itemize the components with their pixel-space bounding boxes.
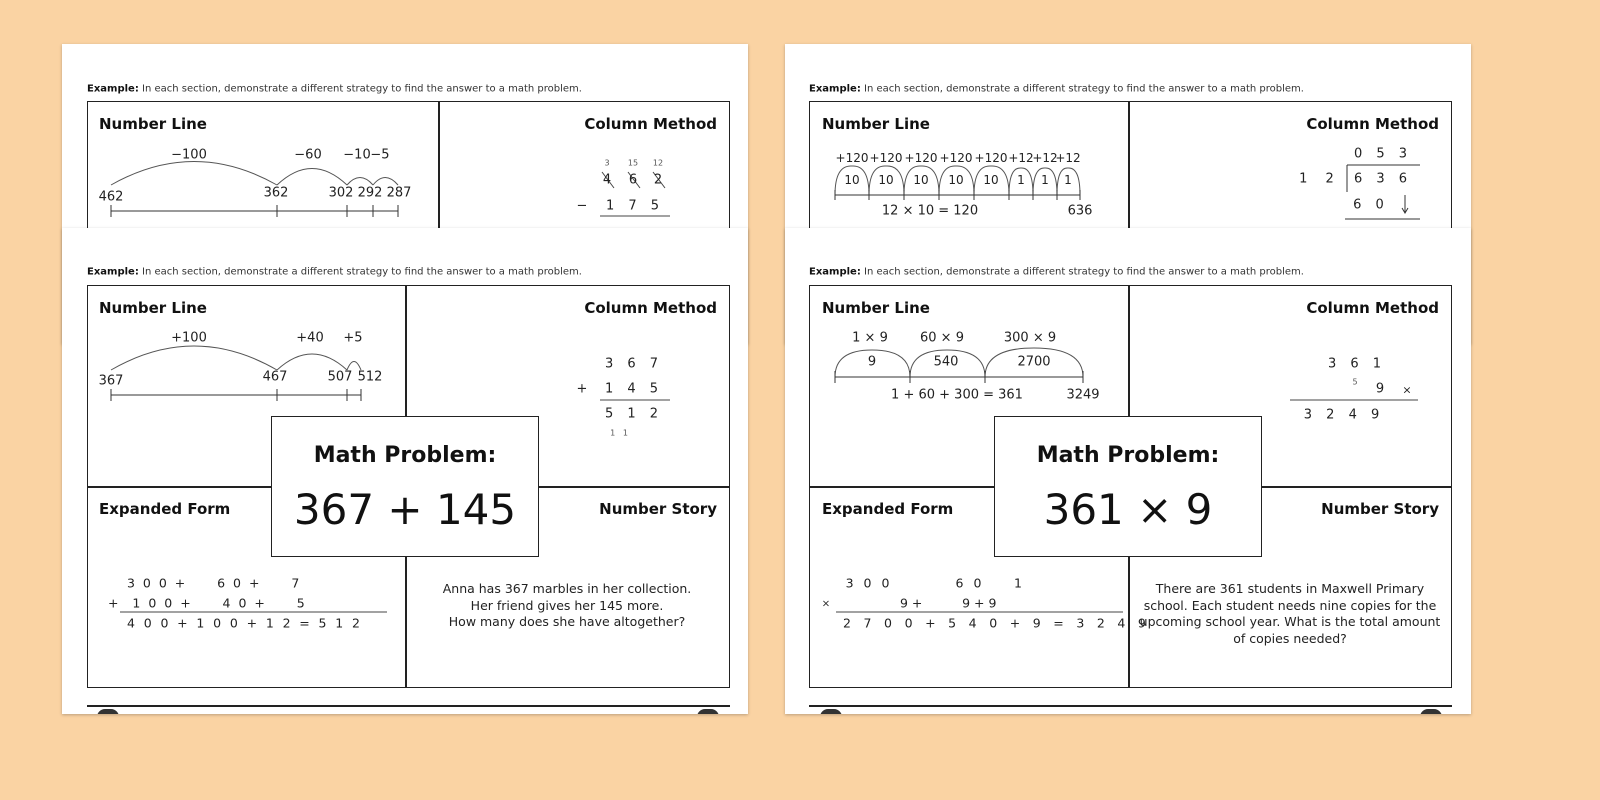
diagram-stroke: [111, 346, 361, 370]
worksheet-text: +12: [1008, 151, 1034, 165]
expanded-form-heading: Expanded Form: [822, 500, 954, 518]
worksheet-text: 302: [328, 185, 354, 201]
worksheet-text: 4 0 0 + 1 0 0 + 1 2 = 5 1 2: [127, 615, 363, 631]
worksheet-text: 292: [357, 185, 383, 201]
worksheet-text: 1 4 5: [604, 381, 660, 397]
worksheet-text: +12: [1055, 151, 1081, 165]
worksheet-text: 5: [1352, 377, 1358, 387]
worksheet-text: upcoming school year. What is the total amount: [1139, 614, 1441, 629]
worksheet-text: 9 + 9 + 9: [900, 595, 997, 611]
number-story-heading: Number Story: [1321, 500, 1439, 518]
worksheet-text: In each section, demonstrate a different strategy to find the answer to a math problem.: [138, 83, 582, 95]
worksheet-text: 2 7 0 0 + 5 4 0 + 9 = 3 2 4 9: [843, 615, 1151, 631]
worksheet-text: In each section, demonstrate a different strategy to find the answer to a math problem.: [860, 83, 1304, 95]
worksheet-text: 3249: [1066, 387, 1100, 403]
worksheet-text: 6 3 6: [1353, 171, 1409, 187]
column-method-heading: Column Method: [584, 115, 717, 133]
worksheet-text: 1: [1041, 173, 1049, 187]
worksheet-text: 1: [1014, 575, 1022, 591]
math-problem-card: [994, 416, 1262, 557]
worksheet-text: 12 × 10 = 120: [881, 203, 979, 219]
worksheet-text: 1 1: [610, 428, 628, 438]
worksheet-text: 4: [602, 172, 612, 188]
worksheet-text: 10: [948, 173, 964, 187]
worksheet-text: −60: [294, 147, 322, 163]
worksheet-text: Example:: [809, 266, 861, 278]
worksheet-text: 1: [1017, 173, 1025, 187]
worksheet-text: +120: [974, 151, 1008, 165]
worksheet-text: 6 0: [955, 575, 985, 591]
diagram-stroke: [111, 389, 361, 401]
worksheet-text: Math Problem:: [1036, 443, 1220, 468]
number-line-heading: Number Line: [822, 299, 930, 317]
worksheet-text: 512: [357, 369, 383, 385]
number-line-heading: Number Line: [99, 115, 207, 133]
column-method-heading: Column Method: [1306, 115, 1439, 133]
worksheet-addition: [62, 228, 748, 714]
worksheet-text: Example:: [809, 83, 861, 95]
worksheet-text: 300 × 9: [1003, 330, 1057, 346]
number-story-text: [443, 581, 692, 631]
worksheet-text: Anna has 367 marbles in her collection.: [442, 581, 692, 596]
worksheet-text: Example:: [87, 83, 139, 95]
number-story-heading: Number Story: [599, 500, 717, 518]
layout-element: [785, 228, 1471, 714]
worksheet-text: 6: [628, 172, 638, 188]
worksheet-text: 2: [653, 172, 663, 188]
worksheet-text: Math Problem:: [313, 443, 497, 468]
worksheet-text: 10: [878, 173, 894, 187]
worksheet-text: 1 × 9: [852, 330, 888, 346]
worksheet-text: 287: [386, 185, 412, 201]
worksheet-text: of copies needed?: [1233, 630, 1347, 646]
worksheet-text: 636: [1067, 203, 1093, 219]
worksheet-text: 3: [604, 158, 610, 168]
layout-element: [62, 228, 748, 714]
worksheet-text: 3 6 1: [1327, 356, 1383, 372]
worksheet-text: +120: [835, 151, 869, 165]
worksheet-text: 12: [652, 158, 664, 168]
worksheet-text: 9: [867, 354, 877, 370]
worksheet-text: school. Each student needs nine copies for the: [1143, 597, 1437, 613]
worksheet-text: 3 0 0 + 6 0 + 7: [127, 575, 302, 591]
worksheet-multiplication: [785, 228, 1471, 714]
worksheet-text: 462: [98, 189, 124, 205]
worksheet-text: +5: [343, 330, 363, 346]
worksheet-text: How many does she have altogether?: [448, 614, 686, 629]
worksheet-text: 1 2: [1299, 171, 1335, 187]
number-line-heading: Number Line: [99, 299, 207, 317]
worksheet-text: Her friend gives her 145 more.: [470, 597, 664, 613]
worksheet-text: 507: [327, 369, 353, 385]
number-story-text: [1140, 581, 1441, 647]
worksheet-text: ×: [1402, 383, 1412, 397]
worksheet-text: −10: [343, 147, 371, 163]
worksheet-text: There are 361 students in Maxwell Primary: [1155, 581, 1425, 596]
worksheet-text: 467: [262, 369, 288, 385]
number-line-heading: Number Line: [822, 115, 930, 133]
expanded-form-heading: Expanded Form: [99, 500, 231, 518]
worksheet-text: ×: [821, 598, 831, 610]
worksheet-text: 60 × 9: [920, 330, 964, 346]
worksheet-text: +40: [296, 330, 324, 346]
worksheet-text: 0 5 3: [1353, 146, 1409, 162]
worksheet-text: 540: [933, 354, 959, 370]
worksheet-text: 3 0 0: [845, 575, 893, 591]
worksheet-text: +: [576, 381, 588, 397]
worksheet-text: 10: [844, 173, 860, 187]
worksheet-text: +120: [904, 151, 938, 165]
diagram-stroke: [111, 162, 398, 186]
diagram-stroke: [111, 205, 398, 217]
column-method-heading: Column Method: [584, 299, 717, 317]
worksheet-text: + 1 0 0 + 4 0 + 5: [108, 595, 307, 611]
worksheet-text: 1: [1064, 173, 1072, 187]
worksheet-text: 1 + 60 + 300 = 361: [891, 387, 1023, 403]
worksheet-text: 2700: [1017, 354, 1051, 370]
column-method-heading: Column Method: [1306, 299, 1439, 317]
worksheet-text: +120: [869, 151, 903, 165]
worksheet-text: 9: [1375, 381, 1385, 397]
worksheet-text: 362: [263, 185, 289, 201]
worksheet-text: 367: [98, 373, 124, 389]
worksheet-text: 10: [913, 173, 929, 187]
worksheet-text: 6 0: [1353, 197, 1385, 213]
worksheet-text: 3 2 4 9: [1303, 407, 1381, 423]
diagram-stroke: [835, 371, 1083, 383]
math-problem-card: [271, 416, 539, 557]
worksheet-text: In each section, demonstrate a different strategy to find the answer to a math problem.: [138, 266, 582, 278]
worksheet-text: 3 6 7: [604, 356, 660, 372]
worksheet-text: +120: [939, 151, 973, 165]
worksheet-text: +12: [1032, 151, 1058, 165]
worksheet-text: −: [576, 198, 588, 214]
worksheet-text: −5: [370, 147, 390, 163]
worksheet-text: 10: [983, 173, 999, 187]
worksheet-text: 15: [627, 158, 639, 168]
worksheet-text: 5 1 2: [604, 406, 660, 422]
worksheet-text: +100: [171, 330, 207, 346]
worksheet-text: In each section, demonstrate a different strategy to find the answer to a math problem.: [860, 266, 1304, 278]
math-problem-expression: 361 × 9: [1043, 485, 1213, 534]
math-problem-expression: 367 + 145: [293, 485, 517, 534]
worksheet-text: −100: [171, 147, 207, 163]
diagram-stroke: [835, 190, 1080, 200]
worksheet-text: Example:: [87, 266, 139, 278]
worksheet-text: 1 7 5: [605, 198, 661, 214]
